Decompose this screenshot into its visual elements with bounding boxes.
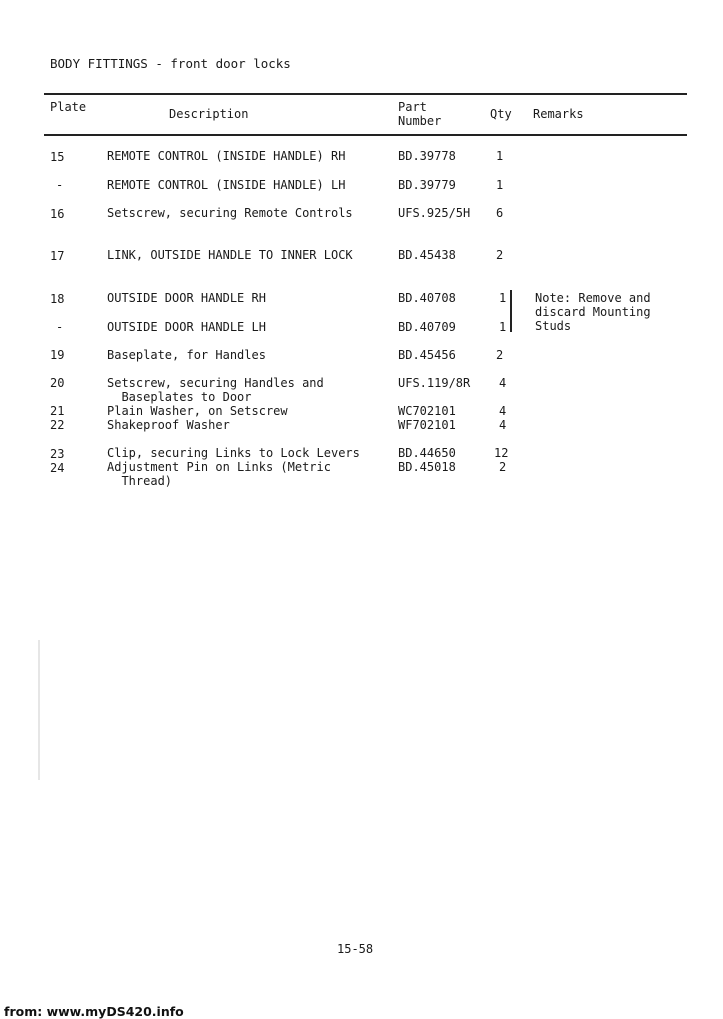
scan-artifact (38, 640, 40, 780)
header-remarks: Remarks (533, 107, 584, 121)
remarks-line: Note: Remove and (535, 291, 651, 305)
row-description: Clip, securing Links to Lock Levers (107, 446, 360, 460)
source-footer: from: www.myDS420.info (4, 1004, 184, 1019)
header-part-line1: Part (398, 100, 427, 114)
remarks-line: Studs (535, 319, 572, 333)
row-qty: 1 (499, 320, 507, 334)
row-part-number: BD.40709 (398, 320, 456, 334)
row-part-number: BD.45438 (398, 248, 456, 262)
table-top-rule (44, 93, 687, 95)
row-plate: 16 (50, 207, 65, 221)
row-plate: 19 (50, 348, 65, 362)
row-part-number: BD.44650 (398, 446, 456, 460)
row-part-number: UFS.925/5H (398, 206, 471, 220)
row-description: LINK, OUTSIDE HANDLE TO INNER LOCK (107, 248, 353, 262)
row-plate: - (56, 320, 64, 334)
row-description: Setscrew, securing Handles and (107, 376, 324, 390)
row-description: OUTSIDE DOOR HANDLE RH (107, 291, 266, 305)
row-qty: 2 (496, 248, 504, 262)
row-plate: 15 (50, 150, 65, 164)
row-description: REMOTE CONTROL (INSIDE HANDLE) RH (107, 149, 346, 163)
page-number: 15-58 (337, 942, 374, 956)
row-qty: 6 (496, 206, 504, 220)
row-description: Baseplate, for Handles (107, 348, 266, 362)
row-qty: 4 (499, 376, 507, 390)
row-part-number: BD.39779 (398, 178, 456, 192)
row-plate: 22 (50, 418, 65, 432)
row-description: Setscrew, securing Remote Controls (107, 206, 353, 220)
row-part-number: UFS.119/8R (398, 376, 471, 390)
row-part-number: BD.40708 (398, 291, 456, 305)
page-title: BODY FITTINGS - front door locks (50, 56, 291, 71)
row-description: Adjustment Pin on Links (Metric (107, 460, 331, 474)
row-part-number: WC702101 (398, 404, 456, 418)
row-part-number: WF702101 (398, 418, 456, 432)
row-qty: 2 (499, 460, 507, 474)
row-qty: 1 (496, 178, 504, 192)
row-description-cont: Thread) (107, 474, 173, 488)
row-part-number: BD.39778 (398, 149, 456, 163)
row-plate: 24 (50, 461, 65, 475)
row-qty: 12 (494, 446, 509, 460)
row-plate: 17 (50, 249, 65, 263)
qty-bracket (510, 290, 512, 332)
row-description: Shakeproof Washer (107, 418, 230, 432)
header-plate: Plate (50, 100, 87, 114)
row-plate: 23 (50, 447, 65, 461)
row-part-number: BD.45018 (398, 460, 456, 474)
row-plate: 18 (50, 292, 65, 306)
header-part-line2: Number (398, 114, 442, 128)
row-qty: 2 (496, 348, 504, 362)
row-plate: 20 (50, 376, 65, 390)
row-qty: 1 (499, 291, 507, 305)
row-qty: 4 (499, 404, 507, 418)
header-description: Description (169, 107, 249, 121)
row-plate: 21 (50, 404, 65, 418)
row-description: OUTSIDE DOOR HANDLE LH (107, 320, 266, 334)
row-description: REMOTE CONTROL (INSIDE HANDLE) LH (107, 178, 346, 192)
row-description: Plain Washer, on Setscrew (107, 404, 288, 418)
row-qty: 4 (499, 418, 507, 432)
remarks-line: discard Mounting (535, 305, 651, 319)
row-part-number: BD.45456 (398, 348, 456, 362)
row-plate: - (56, 178, 64, 192)
header-qty: Qty (490, 107, 512, 121)
row-description-cont: Baseplates to Door (107, 390, 252, 404)
row-qty: 1 (496, 149, 504, 163)
table-header-rule (44, 134, 687, 136)
